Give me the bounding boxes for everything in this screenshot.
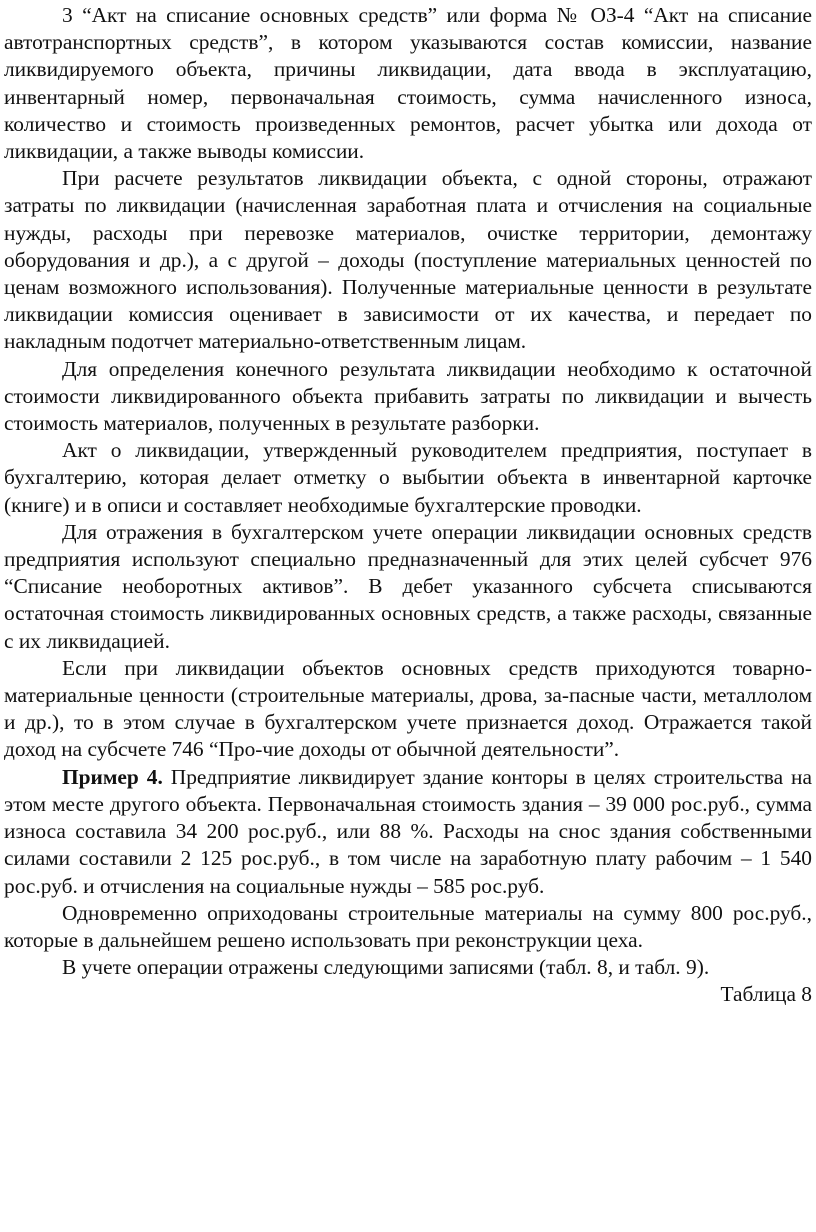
paragraph-subaccount-746: Если при ликвидации объектов основных средств приходуются товарно-материальные ценности (строительные материалы, дрова, за-пасные части, металлолом и др.), то в этом случае в бухгалтерском учете признается доход. Отражается такой доход на субсчете 746 “Про-чие доходы от обычной деятельности”.	[4, 655, 812, 762]
paragraph-act-approval: Акт о ликвидации, утвержденный руководителем предприятия, поступает в бухгалтерию, которая делает отметку о выбытии объекта в инвентарной карточке (книге) и в описи и составляет необходимые бухгалтерские проводки.	[4, 438, 812, 517]
paragraph-records: В учете операции отражены следующими записями (табл. 8, и табл. 9).	[62, 955, 710, 980]
paragraph-materials: Одновременно оприходованы строительные материалы на сумму 800 рос.руб., которые в дальнейшем решено использовать при реконструкции цеха.	[4, 900, 812, 952]
paragraph-subaccount-976: Для отражения в бухгалтерском учете операции ликвидации основных средств предприятия используют специально предназначенный для этих целей субсчет 976 “Списание необоротных активов”. В дебет указанного субсчета списываются остаточная стоимость ликвидированных основных средств, а также расходы, связанные с их ликвидацией.	[4, 519, 812, 653]
paragraph-final-result: Для определения конечного результата ликвидации необходимо к остаточной стоимости ликвидированного объекта прибавить затраты по ликвидации и вычесть стоимость материалов, полученных в результате разборки.	[4, 356, 812, 436]
paragraph-liquidation-results: При расчете результатов ликвидации объекта, с одной стороны, отражают затраты по ликвидации (начисленная заработная плата и отчисления на социальные нужды, расходы при перевозке материалов, очистке территории, демонтажу оборудования и др.), а с другой – доходы (поступление материальных ценностей по ценам возможного использования). Полученные материальные ценности в результате ликвидации комиссия оценивает в зависимости от их качества, и передает по накладным подотчет материально-ответственным лицам.	[4, 166, 812, 354]
example-label: Пример 4.	[62, 764, 163, 789]
example-text: Предприятие ликвидирует здание конторы в целях строительства на этом месте другого объекта. Первоначальная стоимость здания – 39 000 рос.руб., сумма износа составила 34 200 рос.руб., или 88 %. Расходы на снос здания собственными силами составили 2 125 рос.руб., в том числе на заработную плату рабочим – 1 540 рос.руб. и отчисления на социальные нужды – 585 рос.руб.	[4, 764, 812, 898]
paragraph-act-form: 3 “Акт на списание основных средств” или форма № ОЗ-4 “Акт на списание автотранспортных средств”, в котором указываются состав комиссии, название ликвидируемого объекта, причины ликвидации, дата ввода в эксплуатацию, инвентарный номер, первоначальная стоимость, сумма начисленного износа, количество и стоимость произведенных ремонтов, расчет убытка или дохода от ликвидации, а также выводы комиссии.	[4, 3, 812, 164]
table-caption: Таблица 8	[720, 982, 812, 1007]
paragraph-example-4	[4, 764, 812, 900]
